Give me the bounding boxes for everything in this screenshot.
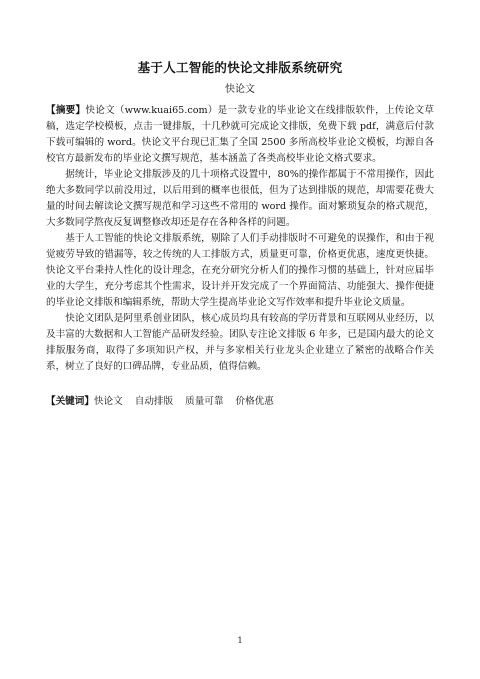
keywords-label: 【关键词】 <box>46 396 94 407</box>
keywords-line <box>46 393 434 407</box>
body-paragraph-3: 快论文团队是阿里系创业团队，核心成员均具有较高的学历背景和互联网从业经历，以及丰富的大数据和人工智能产品研发经验。团队专注论文排版 6 年多，已是国内最大的论文排版服务商，取得了多项知识产权，并与多家相关行业龙头企业建立了紧密的战略合作关系，树立了良好的口碑品牌，专业品质，值得信赖。 <box>46 313 434 372</box>
abstract-paragraph <box>46 103 434 167</box>
keyword: 价格优惠 <box>235 396 274 407</box>
document-author: 快论文 <box>225 84 255 95</box>
keyword: 快论文 <box>93 396 123 407</box>
document-title: 基于人工智能的快论文排版系统研究 <box>137 60 343 75</box>
keyword: 质量可靠 <box>185 396 224 407</box>
body-paragraph-2: 基于人工智能的快论文排版系统，剔除了人们手动排版时不可避免的误操作，和由于视觉疲劳导致的错漏等，较之传统的人工排版方式，质量更可靠，价格更优惠，速度更快捷。快论文平台秉持人性化的设计理念，在充分研究分析人们的操作习惯的基础上，针对应届毕业的大学生，充分考虑其个性需求，设计并开发完成了一个界面简洁、功能强大、操作便捷的毕业论文排版和编辑系统，帮助大学生提高毕业论文写作效率和提升毕业论文质量。 <box>46 233 434 308</box>
keyword: 自动排版 <box>134 396 174 407</box>
body-paragraph-1: 据统计，毕业论文排版涉及的几十项格式设置中，80%的操作都属于不常用操作，因此绝大多数同学以前没用过，以后用到的概率也很低，但为了达到排版的规范，却需要花费大量的时间去解读论文撰写规范和学习这些不常用的 word 操作。面对繁琐复杂的格式规范，大多数同学熬夜反复调整修改却还是存在各种各样的问题。 <box>46 169 434 228</box>
abstract-text: 快论文（www.kuai65.com）是一款专业的毕业论文在线排版软件，上传论文草稿，选定学校模板，点击一键排版，十几秒就可完成论文排版，免费下载 pdf，满意后付款下载可编辑的 word。快论文平台现已汇集了全国 2500 多所高校毕业论文模板，均源自各校官方最新发布的毕业论文撰写规范，基本涵盖了各类高校毕业论文格式要求。 <box>46 105 434 164</box>
abstract-label: 【摘要】 <box>46 105 86 116</box>
page-number: 1 <box>237 636 243 645</box>
